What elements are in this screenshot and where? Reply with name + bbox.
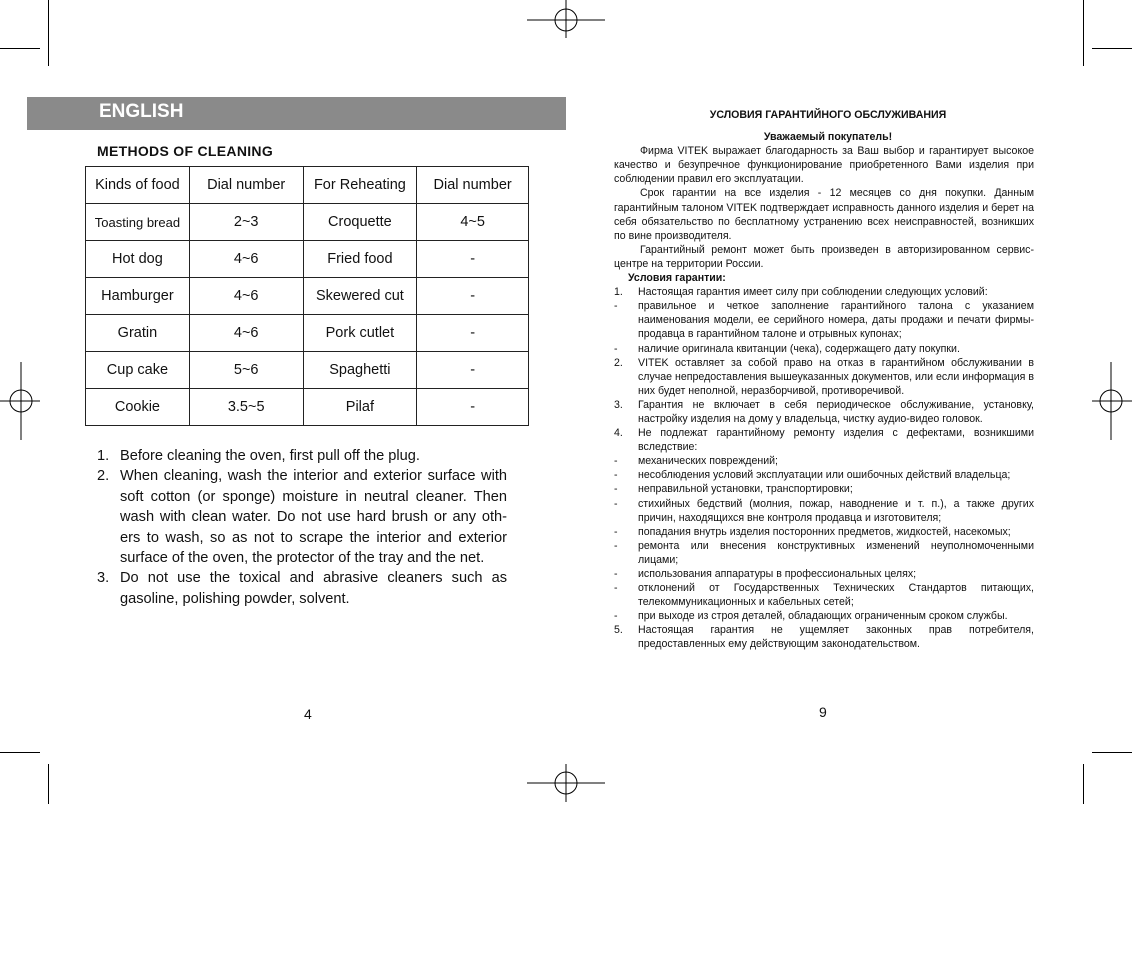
table-cell: Pilaf: [303, 389, 417, 426]
list-marker: -: [614, 497, 618, 510]
page-number-left: 4: [304, 706, 312, 722]
list-marker: -: [614, 568, 618, 580]
step-text: Before cleaning the oven, first pull off the plug.: [120, 448, 420, 464]
list-text: при выходе из строя деталей, обладающих ограниченным сроком службы.: [638, 610, 1008, 623]
list-item: [97, 568, 507, 609]
section-title: METHODS OF CLEANING: [97, 143, 274, 159]
table-cell: Cookie: [86, 389, 190, 426]
list-text: использования аппаратуры в профессиональных целях;: [638, 568, 917, 580]
list-text: правильное и четкое заполнение гарантийного талона с указанием наименования модели, ее серийного номера, даты продажи и печати фирмы-продавца в гарантийном талоне и отрывных купонах;: [638, 300, 1034, 341]
table-cell: 5~6: [189, 352, 303, 389]
table-row: [86, 315, 529, 352]
list-item: [614, 285, 1034, 299]
table-cell: -: [417, 278, 529, 315]
list-item: [614, 609, 1034, 623]
list-text: наличие оригинала квитанции (чека), содержащего дату покупки.: [638, 342, 960, 355]
list-marker: 5.: [614, 624, 623, 637]
banner-label: ENGLISH: [99, 101, 184, 122]
list-item: [614, 539, 1034, 567]
list-marker: -: [614, 539, 618, 552]
list-text: ремонта или внесения конструктивных изменений неуполномоченными лицами;: [638, 539, 1034, 566]
list-text: Настоящая гарантия имеет силу при соблюдении следующих условий:: [638, 286, 988, 299]
list-item: [614, 567, 1034, 581]
paragraph: Гарантийный ремонт может быть произведен в авторизированном сервис-центре на территории России.: [614, 243, 1034, 270]
paragraph: Срок гарантии на все изделия - 12 месяцев со дня покупки. Данным гарантийным талоном VITEK подтверждает исправность данного изделия и берет на себя обязательство по бесплатному устранению всех неисправностей, возникших по вине производителя.: [614, 187, 1034, 242]
list-marker: 1.: [614, 286, 623, 299]
table-cell: 4~6: [189, 278, 303, 315]
list-item: [614, 497, 1034, 525]
list-item: [614, 623, 1034, 651]
list-text: попадания внутрь изделия посторонних предметов, жидкостей, насекомых;: [638, 525, 1011, 538]
language-banner: [27, 97, 566, 130]
table-header-cell: For Reheating: [303, 167, 417, 204]
list-item: [614, 525, 1034, 539]
table-cell: Pork cutlet: [303, 315, 417, 352]
table-header-cell: Dial number: [189, 167, 303, 204]
table-cell: Fried food: [303, 241, 417, 278]
table-cell: Gratin: [86, 315, 190, 352]
cleaning-steps: [97, 446, 507, 609]
list-marker: -: [614, 582, 618, 595]
table-cell: Spaghetti: [303, 352, 417, 389]
list-text: стихийных бедствий (молния, пожар, наводнение и т. п.), а также других причин, находящихся вне контроля продавца и изготовителя;: [638, 497, 1034, 524]
table-row: [86, 352, 529, 389]
table-row: [86, 204, 529, 241]
list-text: механических повреждений;: [638, 455, 778, 468]
table-header-row: [86, 167, 529, 204]
table-cell: Cup cake: [86, 352, 190, 389]
list-text: Настоящая гарантия не ущемляет законных прав потребителя, предоставленных ему действующим законодательством.: [638, 624, 1034, 651]
list-marker: -: [614, 525, 618, 538]
page-number-right: 9: [819, 704, 827, 720]
table-cell: Croquette: [303, 204, 417, 241]
list-item: [97, 466, 507, 568]
table-cell: -: [417, 315, 529, 352]
table-header-cell: Kinds of food: [86, 167, 190, 204]
page-title: УСЛОВИЯ ГАРАНТИЙНОГО ОБСЛУЖИВАНИЯ: [709, 109, 947, 121]
table-cell: Toasting bread: [86, 204, 190, 241]
list-item: [614, 426, 1034, 454]
list-item: [614, 482, 1034, 496]
table-row: [86, 278, 529, 315]
list-item: [97, 446, 507, 466]
list-item: [614, 299, 1034, 341]
table-cell: 2~3: [189, 204, 303, 241]
list-text: несоблюдения условий эксплуатации или ошибочных действий владельца;: [638, 469, 1011, 482]
table-cell: 4~6: [189, 315, 303, 352]
list-item: [614, 356, 1034, 398]
list-text: Гарантия не включает в себя периодическое обслуживание, установку, настройку изделия на дому у владельца, чистку аудио-видео головок.: [638, 398, 1034, 425]
table-cell: -: [417, 352, 529, 389]
table-cell: 3.5~5: [189, 389, 303, 426]
table-cell: Skewered cut: [303, 278, 417, 315]
step-text: When cleaning, wash the interior and exterior surface with soft cotton (or sponge) moisture in neutral cleaner. Then wash with clean water. Do not use hard brush or any oth-ers to wash, so as not to scrape the interior and exterior surface of the oven, the protector of the tray and the net.: [120, 468, 507, 567]
table-header-cell: Dial number: [417, 167, 529, 204]
table-row: [86, 389, 529, 426]
list-item: [614, 398, 1034, 426]
list-marker: -: [614, 610, 618, 623]
list-item: [614, 342, 1034, 356]
list-text: неправильной установки, транспортировки;: [638, 483, 853, 496]
warranty-page: [614, 108, 1034, 652]
paragraph: Фирма VITEK выражает благодарность за Ваш выбор и гарантирует высокое качество и безупречное функционирование приобретенного Вами изделия при соблюдении правил его эксплуатации.: [614, 145, 1034, 186]
dial-table: [85, 166, 529, 426]
list-marker: -: [614, 455, 618, 468]
greeting: Уважаемый покупатель!: [763, 131, 893, 144]
step-number: 3.: [97, 570, 110, 587]
step-number: 2.: [97, 468, 110, 485]
list-text: VITEK оставляет за собой право на отказ в гарантийном обслуживании в случае непредоставления вышеуказанных документов, или если информация в них будет неполной, неразборчивой, противоречивой.: [638, 356, 1034, 397]
table-cell: 4~6: [189, 241, 303, 278]
list-text: отклонений от Государственных Технических Стандартов питающих, телекоммуникационных и кабельных сетей;: [638, 582, 1034, 609]
list-item: [614, 454, 1034, 468]
list-marker: -: [614, 300, 618, 313]
table-cell: -: [417, 241, 529, 278]
table-cell: Hamburger: [86, 278, 190, 315]
list-text: Не подлежат гарантийному ремонту изделия с дефектами, возникшими вследствие:: [638, 427, 1034, 454]
step-number: 1.: [97, 448, 110, 464]
list-marker: 4.: [614, 427, 623, 440]
list-marker: 3.: [614, 398, 623, 411]
list-item: [614, 581, 1034, 609]
list-marker: -: [614, 483, 618, 496]
table-cell: -: [417, 389, 529, 426]
step-text: Do not use the toxical and abrasive cleaners such as gasoline, polishing powder, solvent.: [120, 570, 507, 607]
list-marker: -: [614, 342, 618, 355]
table-cell: Hot dog: [86, 241, 190, 278]
list-marker: -: [614, 469, 618, 482]
list-item: [614, 468, 1034, 482]
conditions-title: Условия гарантии:: [628, 272, 726, 285]
table-row: [86, 241, 529, 278]
table-cell: 4~5: [417, 204, 529, 241]
list-marker: 2.: [614, 356, 623, 369]
